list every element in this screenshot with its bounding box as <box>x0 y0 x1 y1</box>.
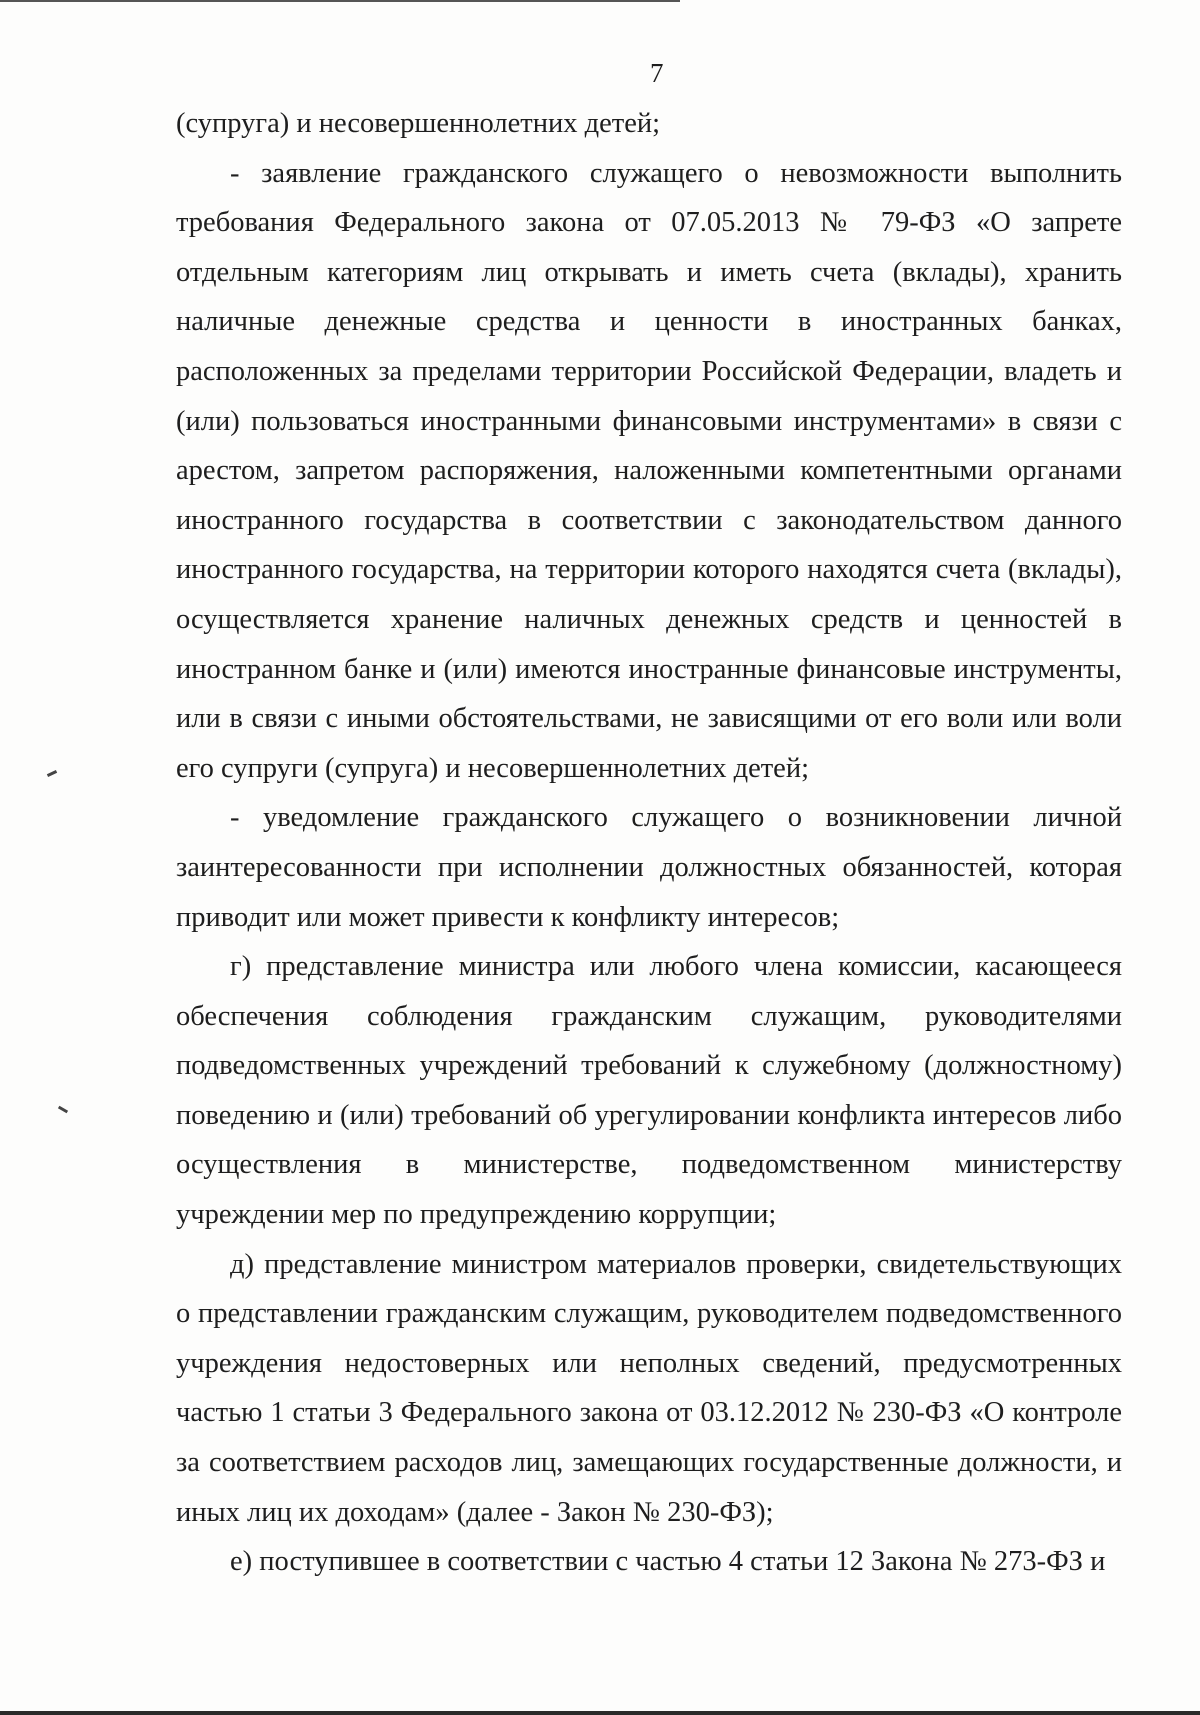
page-number: 7 <box>650 58 664 88</box>
paragraph-notification-conflict: - уведомление гражданского служащего о возникновении личной заинтересованности при исполнении должностных обязанностей, которая приводит или может привести к конфликту интересов; <box>176 802 1122 933</box>
text-block <box>176 99 1122 1587</box>
scan-mark <box>58 1106 68 1114</box>
scan-edge-bottom <box>0 1711 1200 1715</box>
paragraph-statement-79fz: - заявление гражданского служащего о невозможности выполнить требования Федерального закона от 07.05.2013 № 79-ФЗ «О запрете отдельным категориям лиц открывать и иметь счета (вклады), хранить наличные денежные средства и ценности в иностранных банках, расположенных за пределами территории Российской Федерации, владеть и (или) пользоваться иностранными финансовыми инструментами» в связи с арестом, запретом распоряжения, наложенными компетентными органами иностранного государства в соответствии с законодательством данного иностранного государства, на территории которого находятся счета (вклады), осуществляется хранение наличных денежных средств и ценностей в иностранном банке и (или) имеются иностранные финансовые инструменты, или в связи с иными обстоятельствами, не зависящими от его воли или воли его супруги (супруга) и несовершеннолетних детей; <box>176 157 1122 784</box>
paragraph-item-g: г) представление министра или любого члена комиссии, касающееся обеспечения соблюдения гражданским служащим, руководителями подведомственных учреждений требований к служебному (должностному) поведению и (или) требований об урегулировании конфликта интересов либо осуществления в министерстве, подведомственном министерству учреждении мер по предупреждению коррупции; <box>176 951 1122 1231</box>
paragraph-continuation: (супруга) и несовершеннолетних детей; <box>176 108 661 139</box>
scan-mark <box>47 770 57 777</box>
paragraph-item-d: д) представление министром материалов проверки, свидетельствующих о представлении гражданским служащим, руководителем подведомственного учреждения недостоверных или неполных сведений, предусмотренных частью 1 статьи 3 Федерального закона от 03.12.2012 № 230-ФЗ «О контроле за соответствием расходов лиц, замещающих государственные должности, и иных лиц их доходам» (далее - Закон № 230-ФЗ); <box>176 1248 1122 1528</box>
paragraph-item-e: е) поступившее в соответствии с частью 4 статьи 12 Закона № 273-ФЗ и <box>230 1546 1106 1578</box>
scan-edge-top <box>0 0 680 2</box>
